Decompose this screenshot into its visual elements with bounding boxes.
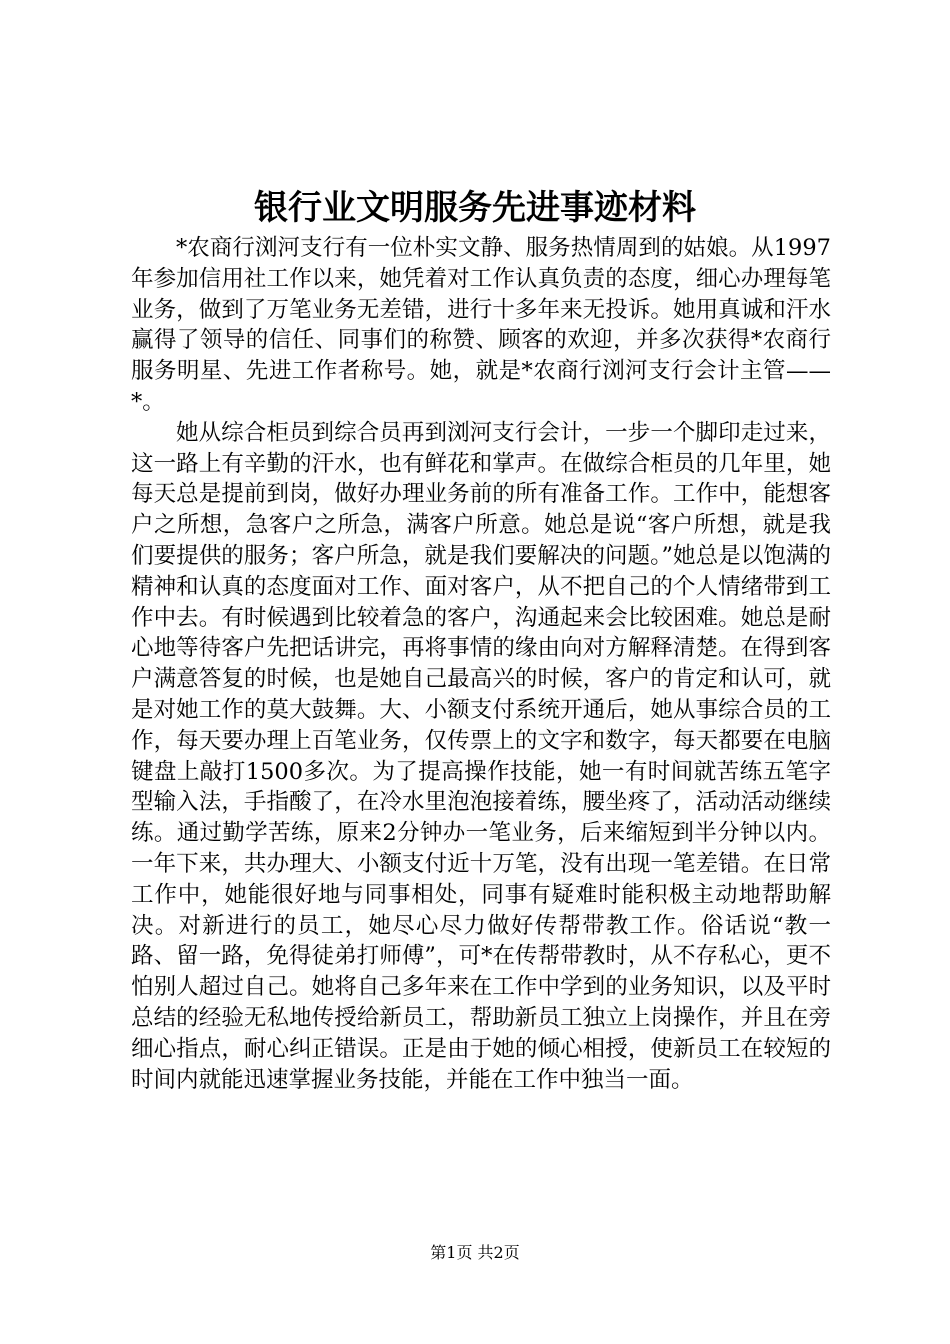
document-title: 银行业文明服务先进事迹材料 <box>254 188 696 228</box>
page-footer: 第1页 共2页 <box>430 1243 520 1262</box>
paragraph-2: 她从综合柜员到综合员再到浏河支行会计，一步一个脚印走过来，这一路上有辛勤的汗水，也有鲜花和掌声。在做综合柜员的几年里，她每天总是提前到岗，做好办理业务前的所有准备工作。工作中，能想客户之所想，急客户之所急，满客户所意。她总是说“客户所想，就是我们要提供的服务；客户所急，就是我们要解决的问题。”她总是以饱满的精神和认真的态度面对工作、面对客户，从不把自己的个人情绪带到工作中去。有时候遇到比较着急的客户，沟通起来会比较困难。她总是耐心地等待客户先把话讲完，再将事情的缘由向对方解释清楚。在得到客户满意答复的时候，也是她自己最高兴的时候，客户的肯定和认可，就是对她工作的莫大鼓舞。大、小额支付系统开通后，她从事综合员的工作，每天要办理上百笔业务，仅传票上的文字和数字，每天都要在电脑键盘上敲打1500多次。为了提高操作技能，她一有时间就苦练五笔字型输入法，手指酸了，在冷水里泡泡接着练，腰坐疼了，活动活动继续练。通过勤学苦练，原来2分钟办一笔业务，后来缩短到半分钟以内。一年下来，共办理大、小额支付近十万笔，没有出现一笔差错。在日常工作中，她能很好地与同事相处，同事有疑难时能积极主动地帮助解决。对新进行的员工，她尽心尽力做好传帮带教工作。俗话说“教一路、留一路，免得徒弟打师傅”，可*在传帮带教时，从不存私心，更不怕别人超过自己。她将自己多年来在工作中学到的业务知识，以及平时总结的经验无私地传授给新员工，帮助新员工独立上岗操作，并且在旁细心指点，耐心纠正错误。正是由于她的倾心相授，使新员工在较短的时间内就能迅速掌握业务技能，并能在工作中独当一面。 <box>131 419 831 1093</box>
document-body <box>131 233 831 1095</box>
paragraph-1: *农商行浏河支行有一位朴实文静、服务热情周到的姑娘。从1997年参加信用社工作以来，她凭着对工作认真负责的态度，细心办理每笔业务，做到了万笔业务无差错，进行十多年来无投诉。她用真诚和汗水赢得了领导的信任、同事们的称赞、顾客的欢迎，并多次获得*农商行服务明星、先进工作者称号。她，就是*农商行浏河支行会计主管——*。 <box>131 235 831 415</box>
